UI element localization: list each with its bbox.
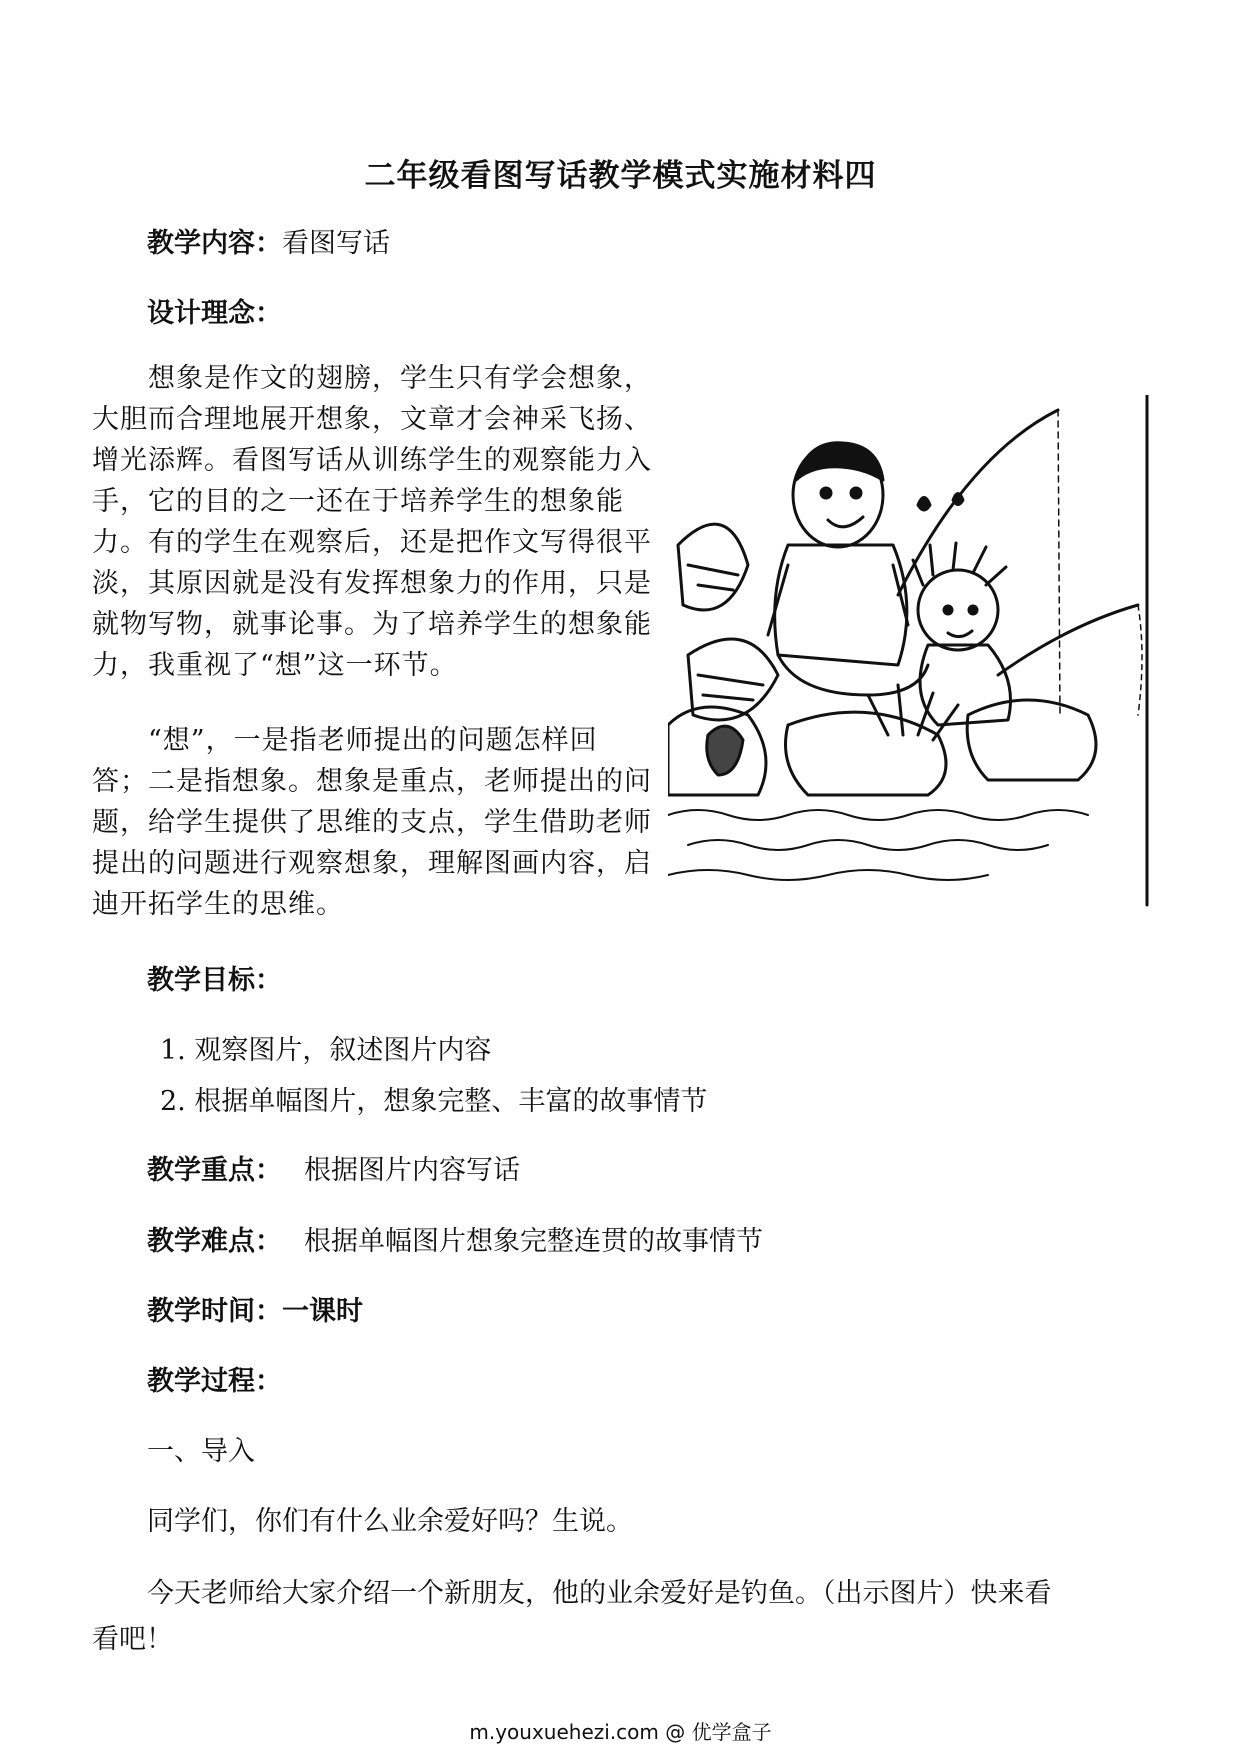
- teaching-difficulty-value: 根据单幅图片想象完整连贯的故事情节: [304, 1226, 763, 1257]
- teaching-process-label: 教学过程：: [147, 1366, 282, 1397]
- father-smile: [828, 517, 863, 527]
- child-fishing-line: [1138, 605, 1142, 715]
- water-ripples: [668, 810, 1088, 820]
- pinecone: [707, 726, 743, 775]
- teaching-difficulty-label: 教学难点：: [147, 1226, 282, 1257]
- process-line-1: 同学们，你们有什么业余爱好吗？生说。: [147, 1506, 633, 1537]
- process-step-1: 一、导入: [147, 1436, 255, 1467]
- footer-watermark: m.youxuehezi.com @ 优学盒子: [469, 1720, 772, 1744]
- teaching-difficulty-row: [147, 1224, 763, 1260]
- teaching-content-value: 看图写话: [282, 228, 390, 259]
- rock-right: [967, 700, 1096, 780]
- design-paragraph-2-text: “想”，一是指老师提出的问题怎样回答；二是指想象。想象是重点，老师提出的问题，给学生提供了思维的支点，学生借助老师提出的问题进行观察想象，理解图画内容，启迪开拓学生的思维。: [92, 725, 652, 920]
- teaching-time-row: [147, 1294, 363, 1330]
- fishing-illustration: [668, 395, 1158, 915]
- teaching-focus-value: 根据图片内容写话: [304, 1155, 520, 1186]
- teaching-focus-label: 教学重点：: [147, 1155, 282, 1186]
- child-body: [920, 645, 1011, 725]
- design-paragraph-1: [92, 358, 652, 686]
- teaching-time-value: 一课时: [282, 1296, 363, 1327]
- teaching-focus-row: [147, 1153, 520, 1189]
- leaf-1: [678, 524, 748, 610]
- goal-item-1: 1. 观察图片，叙述图片内容: [160, 1035, 492, 1066]
- goal-item-2: 2. 根据单幅图片，想象完整、丰富的故事情节: [160, 1086, 708, 1117]
- design-concept-label: 设计理念：: [147, 298, 282, 329]
- father-fishing-line: [1058, 410, 1060, 715]
- design-paragraph-2: [92, 720, 652, 925]
- process-line-2a: 今天老师给大家介绍一个新朋友，他的业余爱好是钓鱼。（出示图片）快来看: [147, 1578, 1052, 1609]
- teaching-content-label: 教学内容：: [147, 228, 282, 259]
- father-hair: [796, 443, 883, 480]
- process-line-2b: 看吧！: [92, 1624, 173, 1655]
- design-paragraph-1-text: 想象是作文的翅膀，学生只有学会想象，大胆而合理地展开想象，文章才会神采飞扬、增光添辉。看图写话从训练学生的观察能力入手，它的目的之一还在于培养学生的想象能力。有的学生在观察后，还是把作文写得很平淡，其原因就是没有发挥想象力的作用，只是就物写物，就事论事。为了培养学生的想象能力，我重视了“想”这一环节。: [92, 363, 652, 681]
- page-title: 二年级看图写话教学模式实施材料四: [364, 158, 877, 194]
- teaching-goals-label: 教学目标：: [147, 965, 282, 996]
- teaching-time-label: 教学时间：: [147, 1296, 282, 1327]
- father-body: [775, 545, 907, 665]
- child-fishing-rod: [998, 605, 1138, 675]
- child-hair: [913, 543, 1006, 585]
- teaching-content-row: [147, 226, 390, 262]
